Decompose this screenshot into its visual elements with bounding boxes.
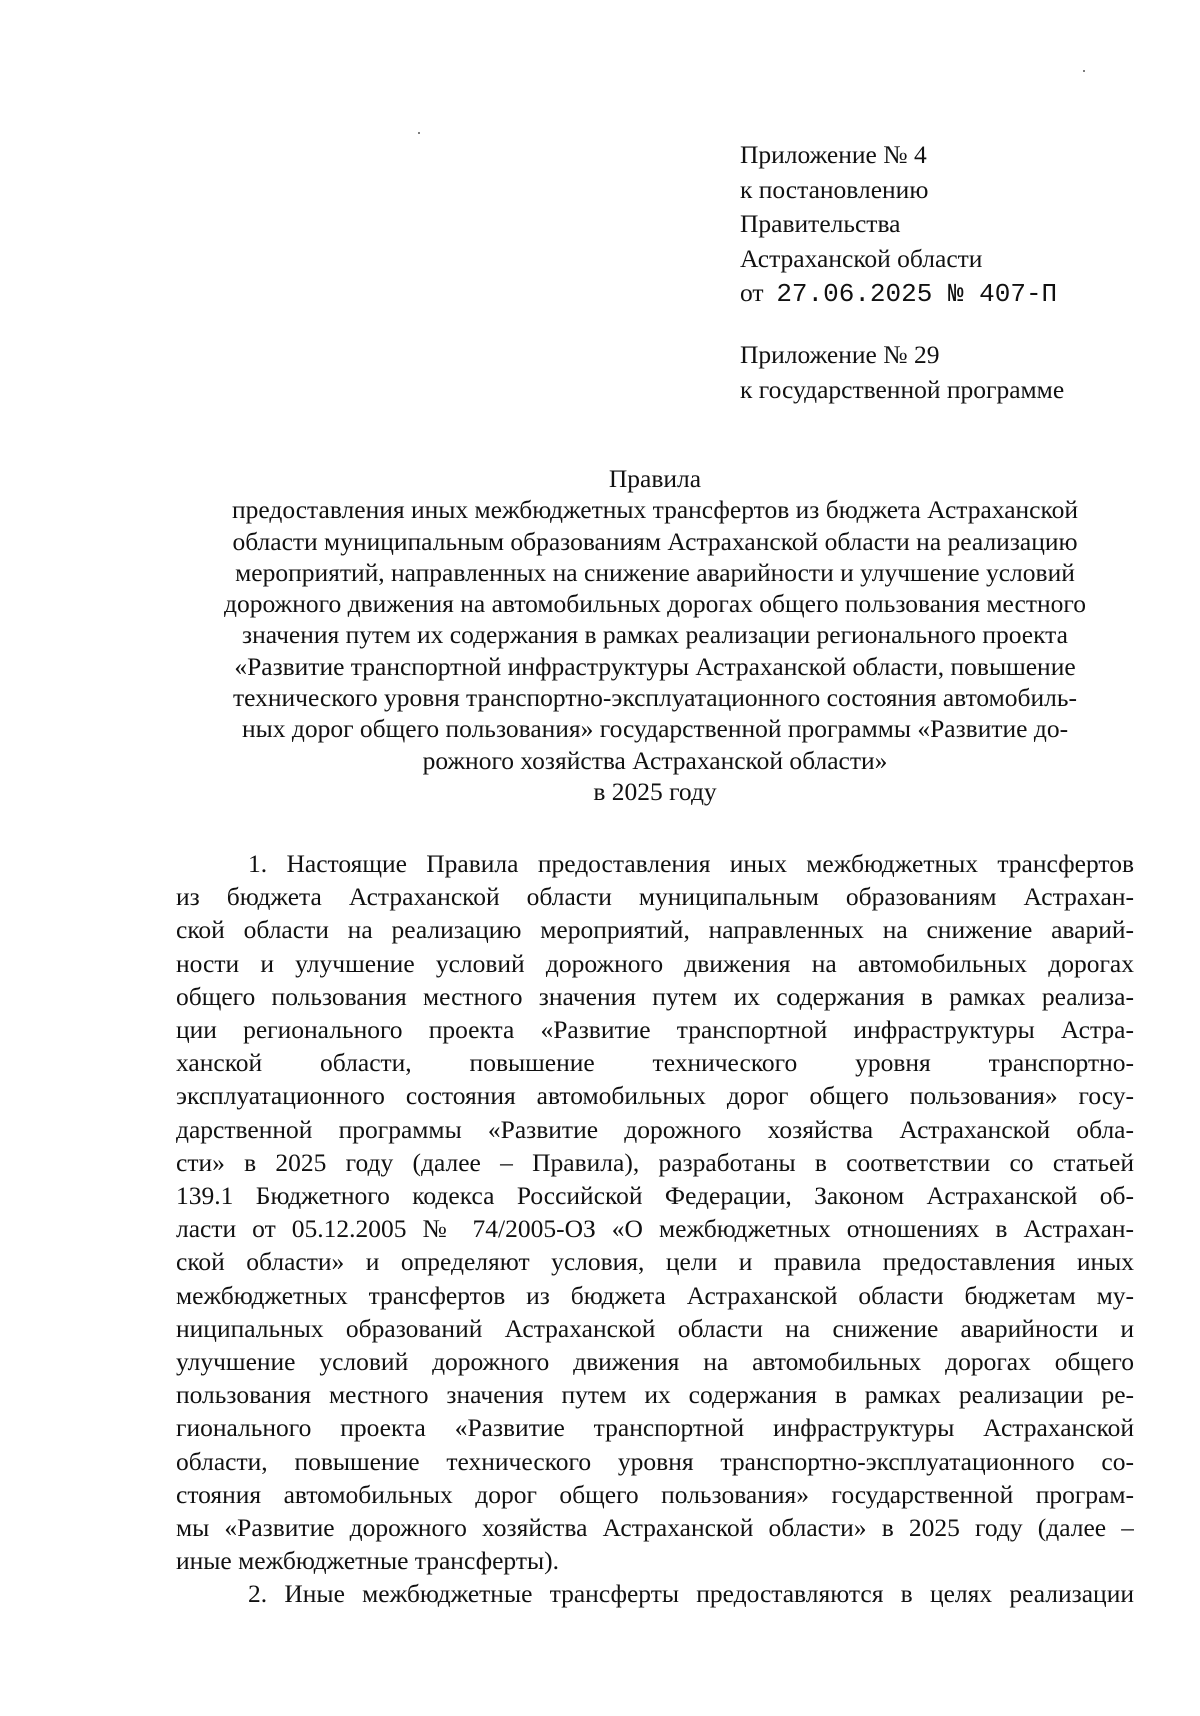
appendix-4-header bbox=[740, 138, 1057, 312]
body-line: эксплуатационного состояния автомобильных дорог общего пользования» госу- bbox=[176, 1081, 1134, 1111]
body-line: из бюджета Астраханской области муниципальным образованиям Астрахан- bbox=[176, 882, 1134, 912]
body-line: межбюджетных трансфертов из бюджета Астраханской области бюджетам му- bbox=[176, 1280, 1134, 1310]
body-line: дарственной программы «Развитие дорожного хозяйства Астраханской обла- bbox=[176, 1114, 1134, 1144]
body-line: ской области на реализацию мероприятий, направленных на снижение аварий- bbox=[176, 915, 1134, 945]
title-line: технического уровня транспортно-эксплуатационного состояния автомобиль- bbox=[232, 683, 1078, 713]
body-line: стояния автомобильных дорог общего пользования» государственной програм- bbox=[176, 1479, 1134, 1509]
title-line: мероприятий, направленных на снижение аварийности и улучшение условий bbox=[235, 557, 1075, 587]
title-line: значения путем их содержания в рамках реализации регионального проекта bbox=[242, 620, 1068, 650]
body-line: ласти от 05.12.2005 № 74/2005-ОЗ «О межбюджетных отношениях в Астрахан- bbox=[176, 1214, 1134, 1244]
scan-speck bbox=[1083, 70, 1085, 72]
document-body bbox=[176, 847, 1134, 1611]
appendix-29-header bbox=[740, 338, 1064, 407]
resolution-date-line bbox=[740, 276, 1057, 312]
title-line: дорожного движения на автомобильных дорогах общего пользования местного bbox=[224, 589, 1086, 619]
document-title bbox=[176, 463, 1134, 807]
body-line: 2. Иные межбюджетные трансферты предоставляются в целях реализации bbox=[248, 1579, 1134, 1609]
body-line: области, повышение технического уровня транспортно-эксплуатационного со- bbox=[176, 1446, 1134, 1476]
title-line: рожного хозяйства Астраханской области» bbox=[422, 745, 888, 775]
body-line: мы «Развитие дорожного хозяйства Астраханской области» в 2025 году (далее – bbox=[176, 1513, 1134, 1543]
body-line: ханской области, повышение технического уровня транспортно- bbox=[176, 1048, 1134, 1078]
title-line: в 2025 году bbox=[593, 776, 717, 806]
title-line: области муниципальным образованиям Астраханской области на реализацию bbox=[232, 526, 1078, 556]
body-line: ниципальных образований Астраханской области на снижение аварийности и bbox=[176, 1313, 1134, 1343]
body-line: сти» в 2025 году (далее – Правила), разработаны в соответствии со статьей bbox=[176, 1147, 1134, 1177]
body-line: улучшение условий дорожного движения на автомобильных дорогах общего bbox=[176, 1347, 1134, 1377]
date-prefix: от bbox=[740, 278, 764, 307]
appendix-line: Приложение № 29 bbox=[740, 340, 940, 369]
body-line: 1. Настоящие Правила предоставления иных межбюджетных трансфертов bbox=[248, 849, 1134, 878]
appendix-line: к государственной программе bbox=[740, 374, 1065, 404]
resolution-date-number: 27.06.2025 № 407-П bbox=[776, 279, 1058, 309]
body-line: ской области» и определяют условия, цели и правила предоставления иных bbox=[176, 1247, 1134, 1277]
appendix-line: Приложение № 4 bbox=[740, 140, 927, 169]
body-line: пользования местного значения путем их содержания в рамках реализации ре- bbox=[176, 1380, 1134, 1410]
body-line: общего пользования местного значения путем их содержания в рамках реализа- bbox=[176, 981, 1134, 1011]
body-line: иные межбюджетные трансферты). bbox=[176, 1546, 559, 1576]
scan-speck bbox=[418, 132, 420, 134]
title-line: ных дорог общего пользования» государственной программы «Развитие до- bbox=[241, 714, 1069, 744]
body-line: ности и улучшение условий дорожного движения на автомобильных дорогах bbox=[176, 948, 1134, 978]
appendix-line: Правительства bbox=[740, 209, 901, 238]
body-line: ции регионального проекта «Развитие транспортной инфраструктуры Астра- bbox=[176, 1015, 1134, 1045]
body-line: гионального проекта «Развитие транспортной инфраструктуры Астраханской bbox=[176, 1413, 1134, 1443]
appendix-line: Астраханской области bbox=[740, 243, 983, 273]
title-line: «Развитие транспортной инфраструктуры Астраханской области, повышение bbox=[234, 651, 1076, 681]
title-heading: Правила bbox=[608, 464, 702, 493]
body-line: 139.1 Бюджетного кодекса Российской Федерации, Законом Астраханской об- bbox=[176, 1181, 1134, 1211]
paragraph-1 bbox=[176, 847, 1134, 1577]
paragraph-2 bbox=[176, 1577, 1134, 1610]
title-line: предоставления иных межбюджетных трансфертов из бюджета Астраханской bbox=[232, 495, 1078, 525]
appendix-line: к постановлению bbox=[740, 174, 929, 204]
